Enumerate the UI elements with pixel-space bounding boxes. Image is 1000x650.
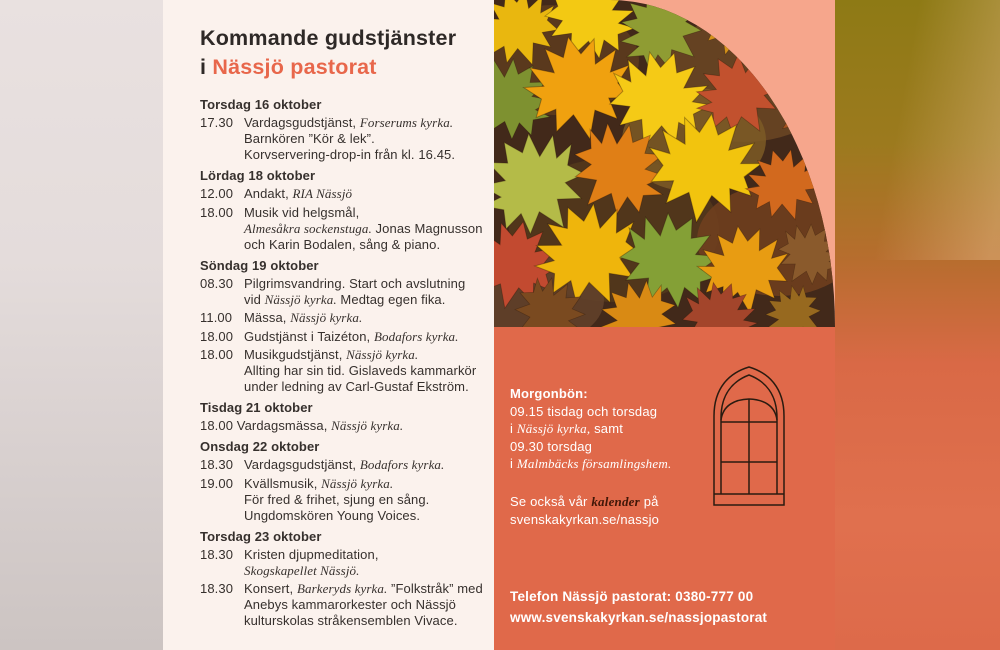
- entry-line: Vardagsgudstjänst, Forserums kyrka.: [244, 115, 454, 130]
- entry-time: 19.00: [200, 475, 234, 491]
- entry-text: [244, 547, 492, 579]
- church-window-icon: [708, 364, 790, 506]
- morning-prayer-line: Morgonbön:: [510, 386, 588, 401]
- morning-prayer-line: i Malmbäcks församlingshem.: [510, 456, 672, 471]
- morning-prayer-line: 09.15 tisdag och torsdag: [510, 403, 658, 419]
- entry-line: kulturskolas stråkensemblen Vivace.: [244, 613, 458, 628]
- entry-line: Kvällsmusik, Nässjö kyrka.: [244, 475, 394, 491]
- service-schedule: [200, 92, 492, 632]
- entry-text: [244, 581, 492, 629]
- service-entry: [200, 347, 492, 395]
- autumn-leaves-art: [494, 0, 835, 327]
- entry-line: Konsert, Barkeryds kyrka. ”Folkstråk” med: [244, 581, 483, 596]
- entry-line: Pilgrimsvandring. Start och avslutning: [244, 275, 466, 291]
- calendar-note-line: Se också vår kalender på: [510, 494, 659, 509]
- morning-prayer-text: [510, 385, 671, 473]
- day-header: Söndag 19 oktober: [200, 257, 319, 273]
- calendar-note: [510, 493, 659, 529]
- entry-text: [244, 476, 492, 524]
- entry-time: 12.00: [200, 186, 234, 201]
- page-title: [200, 24, 456, 82]
- entry-line: Ungdomskören Young Voices.: [244, 507, 421, 523]
- entry-text: [244, 457, 492, 473]
- morning-prayer-line: 09.30 torsdag: [510, 438, 593, 454]
- entry-line: Kristen djupmeditation,: [244, 546, 379, 562]
- entry-time: 18.30: [200, 546, 234, 562]
- phone-line: Telefon Nässjö pastorat: 0380-777 00: [510, 589, 754, 604]
- title-line1: Kommande gudstjänster: [200, 26, 457, 50]
- day-header: Onsdag 22 oktober: [200, 439, 320, 454]
- service-entry: [200, 115, 492, 163]
- website-line: www.svenskakyrkan.se/nassjopastorat: [510, 609, 768, 625]
- autumn-leaves-photo: [494, 0, 835, 327]
- entry-line: Korvservering-drop-in från kl. 16.45.: [244, 147, 456, 162]
- service-entry: [200, 205, 492, 253]
- service-entry: [200, 329, 492, 345]
- service-entry: [200, 581, 492, 629]
- schedule-panel: [163, 0, 494, 650]
- entry-line: Skogskapellet Nässjö.: [244, 562, 360, 578]
- day-header: Torsdag 23 oktober: [200, 528, 322, 544]
- entry-line: Gudstjänst i Taizéton, Bodafors kyrka.: [244, 328, 459, 344]
- calendar-note-line: svenskakyrkan.se/nassjo: [510, 512, 660, 527]
- contact-info: [510, 587, 767, 628]
- service-entry: [200, 547, 492, 579]
- entry-time: 17.30: [200, 115, 234, 130]
- entry-text: [244, 205, 492, 253]
- entry-line: Anebys kammarorkester och Nässjö: [244, 597, 456, 612]
- entry-text: [244, 115, 492, 163]
- morning-prayer-line: i Nässjö kyrka, samt: [510, 421, 624, 436]
- entry-line: under ledning av Carl-Gustaf Ekström.: [244, 379, 469, 394]
- entry-time: 18.00: [200, 347, 234, 362]
- service-entry: [200, 457, 492, 473]
- background-blur-right: [835, 0, 1000, 650]
- entry-line: Vardagsgudstjänst, Bodafors kyrka.: [244, 457, 445, 472]
- entry-time: 08.30: [200, 275, 234, 291]
- right-panel: [494, 0, 835, 650]
- entry-time: 11.00: [200, 310, 233, 325]
- entry-text: [244, 347, 492, 395]
- title-line2-prefix: i: [200, 55, 213, 79]
- entry-text: [244, 329, 492, 345]
- title-line2: [200, 55, 377, 79]
- entry-line: Almesåkra sockenstuga. Jonas Magnusson: [244, 220, 483, 236]
- title-highlight: Nässjö pastorat: [212, 55, 377, 79]
- background-blur-left: [0, 0, 163, 650]
- service-entry: [200, 310, 492, 326]
- day-header: Torsdag 16 oktober: [200, 97, 322, 112]
- entry-line: Mässa, Nässjö kyrka.: [244, 310, 363, 325]
- entry-line: Andakt, RIA Nässjö: [244, 186, 353, 201]
- entry-line: Musik vid helgsmål,: [244, 204, 360, 220]
- entry-time: 18.00: [200, 418, 234, 433]
- service-entry: 18.00 Vardagsmässa, Nässjö kyrka.: [200, 418, 404, 433]
- entry-line: Musikgudstjänst, Nässjö kyrka.: [244, 347, 419, 362]
- entry-line: Allting har sin tid. Gislaveds kammarkör: [244, 363, 477, 378]
- entry-time: 18.30: [200, 457, 234, 472]
- entry-time: 18.30: [200, 581, 234, 596]
- entry-line: och Karin Bodalen, sång & piano.: [244, 236, 441, 252]
- service-entry: [200, 276, 492, 308]
- entry-text: [244, 276, 492, 308]
- entry-line: vid Nässjö kyrka. Medtag egen fika.: [244, 291, 446, 307]
- entry-line: För fred & frihet, sjung en sång.: [244, 491, 430, 507]
- day-header: Tisdag 21 oktober: [200, 400, 313, 415]
- entry-time: 18.00: [200, 328, 234, 344]
- entry-time: 18.00: [200, 204, 234, 220]
- entry-text: [244, 186, 492, 202]
- day-header: Lördag 18 oktober: [200, 168, 316, 183]
- entry-line: Barnkören ”Kör & lek”.: [244, 131, 375, 146]
- entry-text: [244, 310, 492, 326]
- service-entry: [200, 476, 492, 524]
- service-entry: [200, 186, 492, 202]
